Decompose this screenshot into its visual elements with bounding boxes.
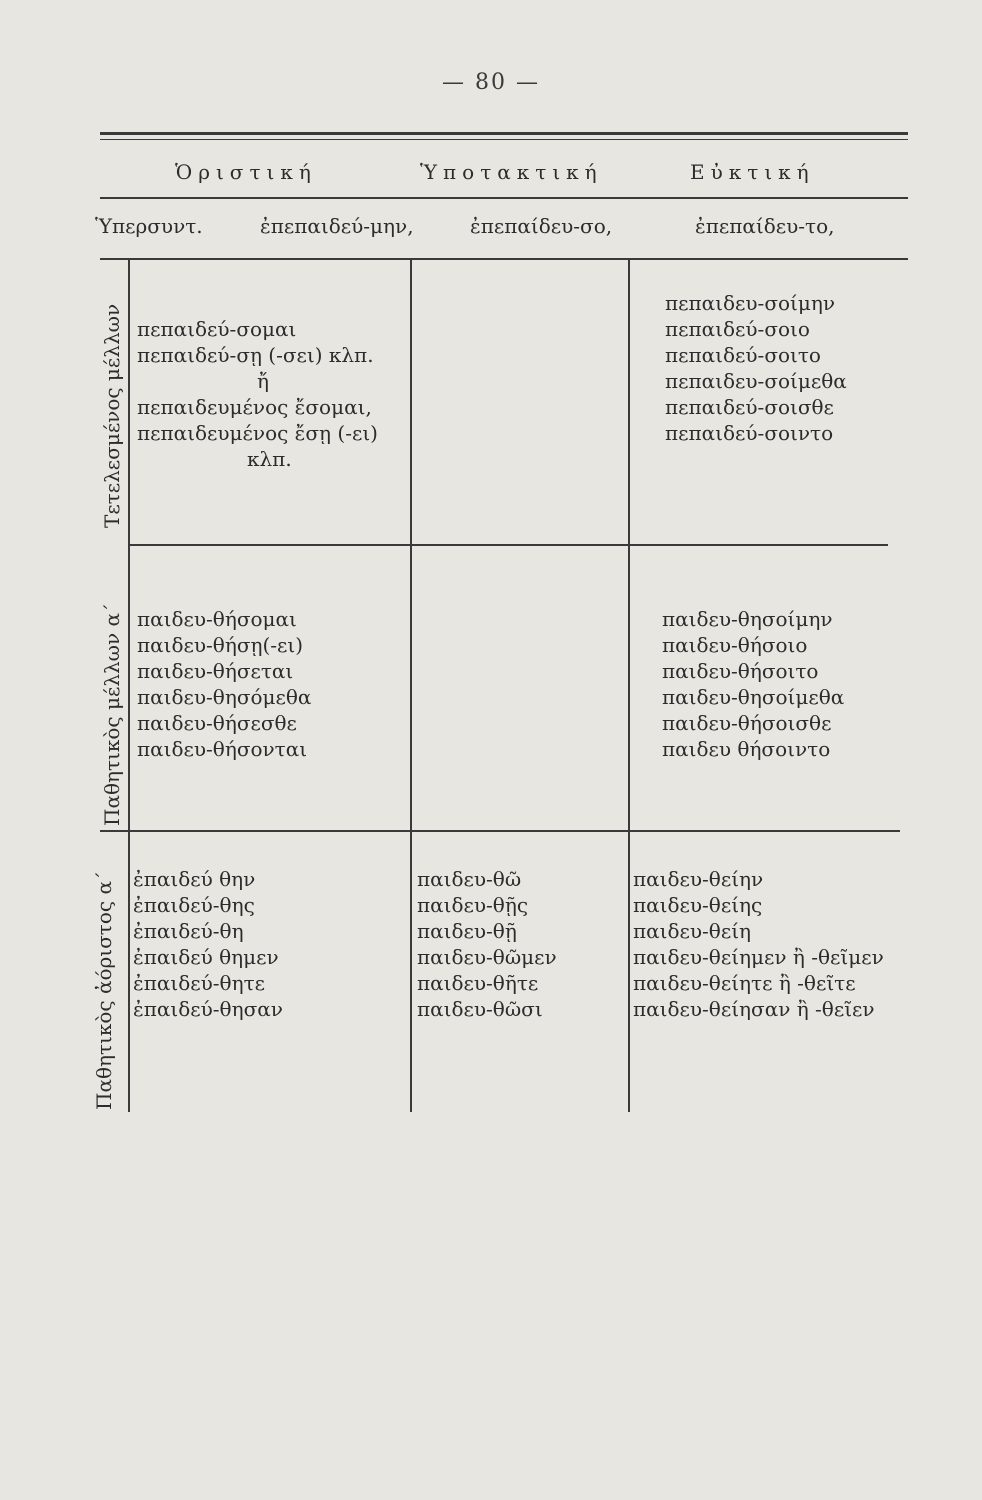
label-column-divider [128, 260, 130, 1112]
form: πεπαιδεύ-σοισθε [665, 395, 834, 419]
form: παιδευ-θήσῃ(-ει) [137, 633, 304, 657]
form: παιδευ-θείης [633, 893, 763, 917]
form: παιδευ-θήσομαι [137, 607, 297, 631]
form: ἐπαιδεύ-θησαν [133, 997, 283, 1021]
form: παιδευ-θῇ [417, 919, 517, 943]
form: παιδευ-θησοίμεθα [662, 685, 845, 709]
form: πεπαιδεύ-σοιντο [665, 421, 834, 445]
passive-future-indicative [137, 606, 311, 762]
header-subjunctive: Ὑποτακτική [420, 160, 603, 184]
pluperfect-rule [100, 258, 908, 260]
form: ἐπαιδεύ-θητε [133, 971, 265, 995]
form: πεπαιδευμένος ἔσομαι, [137, 395, 372, 419]
future-perfect-label: Τετελεσμένος μέλλων [100, 303, 124, 528]
passive-aorist-indicative [133, 866, 283, 1022]
form: παιδευ-θησοίμην [662, 607, 833, 631]
form: ἐπαιδεύ-θη [133, 919, 244, 943]
form: παιδευ-θῶ [417, 867, 522, 891]
form: παιδευ-θείητε ἢ -θεῖτε [633, 971, 856, 995]
header-optative: Εὐκτική [690, 160, 815, 184]
pluperfect-label: Ὑπερσυντ. [95, 214, 203, 238]
form: παιδευ-θήσεσθε [137, 711, 297, 735]
form: παιδευ-θῆτε [417, 971, 539, 995]
form: παιδευ-θείημεν ἢ -θεῖμεν [633, 945, 884, 969]
future-perfect-indicative [137, 316, 378, 472]
form: πεπαιδεύ-σοιο [665, 317, 810, 341]
form: ἐπαιδεύ θημεν [133, 945, 279, 969]
form: κλπ. [247, 447, 292, 471]
subjunctive-column-divider [628, 260, 630, 1112]
future-perfect-optative [665, 290, 847, 446]
form: παιδευ-θήσεται [137, 659, 294, 683]
form: παιδευ-θήσοιτο [662, 659, 819, 683]
form: πεπαιδεύ-σοιτο [665, 343, 821, 367]
header-indicative: Ὁριστική [175, 160, 317, 184]
indicative-column-divider [410, 260, 412, 1112]
passive-aorist-subjunctive [417, 866, 557, 1022]
form: παιδευ-θείη [633, 919, 752, 943]
pluperfect-optative: ἐπεπαίδευ-το, [695, 214, 835, 238]
pluperfect-indicative: ἐπεπαιδεύ-μην, [260, 214, 414, 238]
passive-future-rule [100, 830, 900, 832]
form: ἐπαιδεύ-θης [133, 893, 255, 917]
form: πεπαιδευ-σοίμην [665, 291, 835, 315]
form: παιδευ-θήσονται [137, 737, 308, 761]
form: παιδευ θήσοιντο [662, 737, 831, 761]
form: παιδευ-θείην [633, 867, 764, 891]
form: παιδευ-θείησαν ἢ -θεῖεν [633, 997, 875, 1021]
form: πεπαιδεύ-σῃ (-σει) κλπ. [137, 343, 374, 367]
form: παιδευ-θήσοιο [662, 633, 808, 657]
header-rule [100, 197, 908, 199]
passive-aorist-optative [633, 866, 884, 1022]
form: παιδευ-θῶμεν [417, 945, 557, 969]
page-number: — 80 — [442, 70, 540, 95]
form: παιδευ-θῇς [417, 893, 529, 917]
passive-future-optative [662, 606, 844, 762]
form: παιδευ-θησόμεθα [137, 685, 312, 709]
pluperfect-subjunctive: ἐπεπαίδευ-σο, [470, 214, 613, 238]
top-rule [100, 132, 908, 135]
form: ἐπαιδεύ θην [133, 867, 256, 891]
form: πεπαιδευ-σοίμεθα [665, 369, 847, 393]
passive-aorist-label: Παθητικὸς ἀόριστος α΄ [92, 871, 116, 1110]
form: ἤ [257, 369, 269, 393]
form: πεπαιδευμένος ἔσῃ (-ει) [137, 421, 378, 445]
form: παιδευ-θήσοισθε [662, 711, 832, 735]
future-perfect-rule [128, 544, 888, 546]
passive-future-label: Παθητικὸς μέλλων α΄ [100, 602, 124, 826]
form: παιδευ-θῶσι [417, 997, 543, 1021]
form: πεπαιδεύ-σομαι [137, 317, 297, 341]
top-rule-thin [100, 139, 908, 140]
